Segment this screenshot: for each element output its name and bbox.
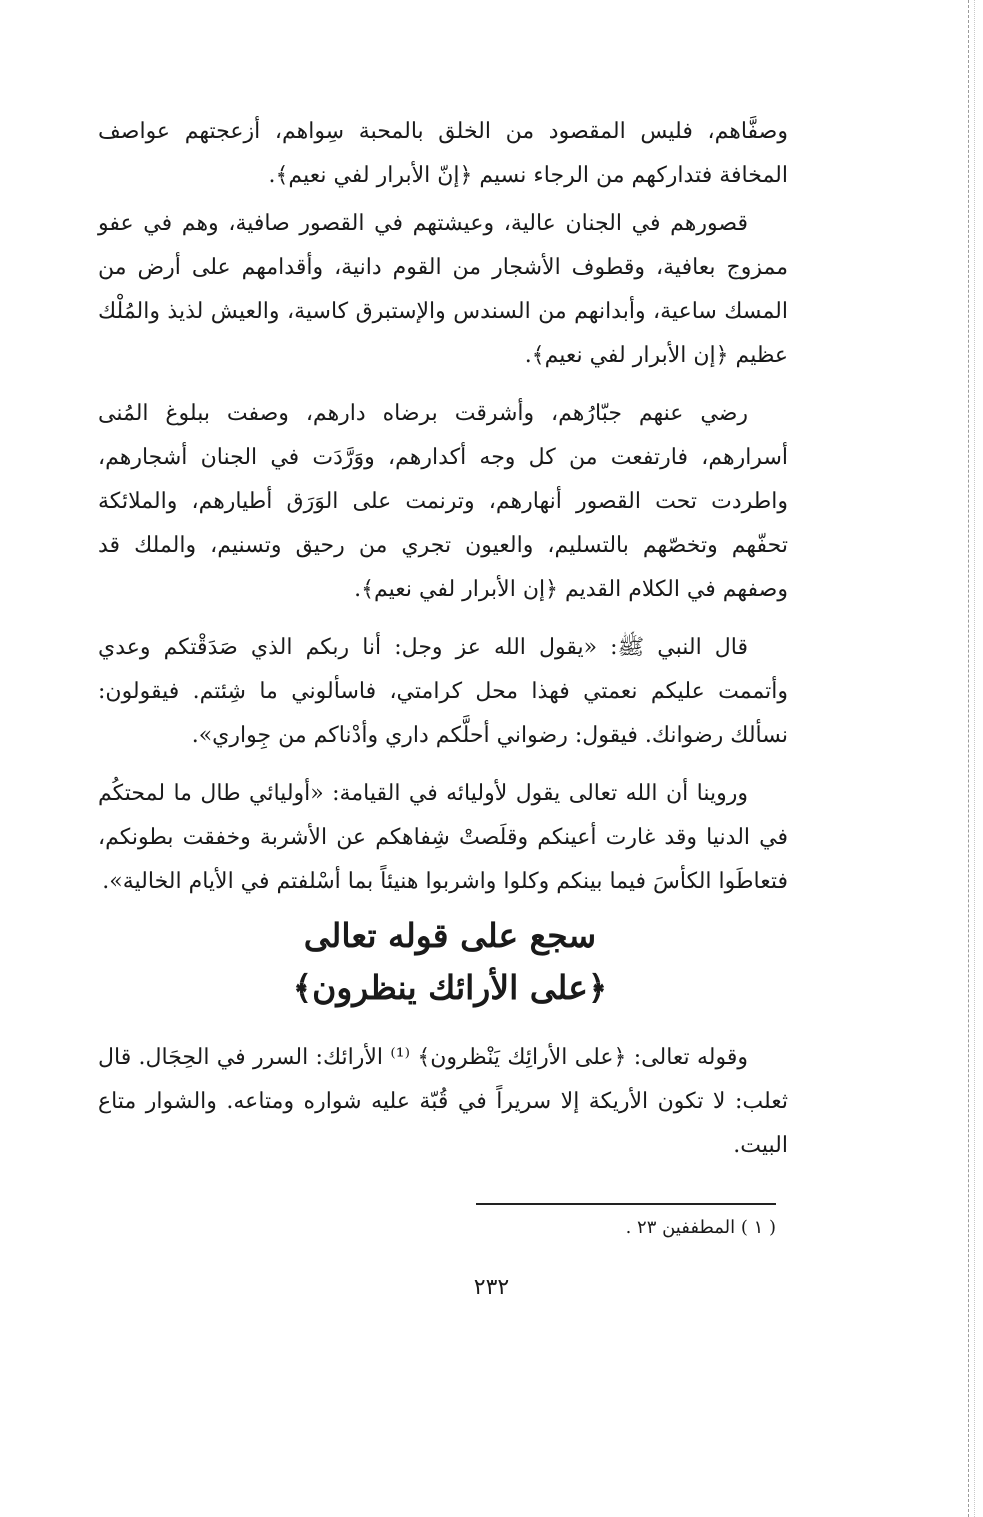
footnote: ( ١ ) المطففين ٢٣ . [625, 1217, 776, 1238]
paragraph-3: رضي عنهم جبّارُهم، وأشرقت برضاه دارهم، وصفت ببلوغ المُنى أسرارهم، فارتفعت من كل وجه أكدارهم، ووَرَّدَت في الجنان أشجارهم، واطردت تحت القصور أنهارهم، وترنمت على الوَرَق أطيارهم، والملائكة تحفّهم وتخصّهم بالتسليم، والعيون تجري من رحيق وتسنيم، والملك قد وصفهم في الكلام القديم ﴿إن الأبرار لفي نعيم﴾. [98, 401, 788, 602]
paragraph-1: وصفَّاهم، فليس المقصود من الخلق بالمحبة سِواهم، أزعجتهم عواصف المخافة فتداركهم من الرجاء نسيم ﴿إنّ الأبرار لفي نعيم﴾. [98, 119, 788, 188]
section-heading [180, 910, 720, 1014]
heading-line-2: ﴿على الأرائك ينظرون﴾ [292, 968, 608, 1007]
paragraph-4: قال النبي ﷺ: «يقول الله عز وجل: أنا ربكم الذي صَدَقْتكم وعدي وأتممت عليكم نعمتي فهذا محل كرامتي، فاسألوني ما شِئتم. فيقولون: نسألك رضوانك. فيقول: رضواني أحلَّكم داري وأدْناكم من جِواري». [98, 635, 788, 748]
closing-paragraph: وقوله تعالى: ﴿على الأرائِك يَنْظرون﴾ ⁽¹⁾ الأرائك: السرر في الحِجَال. قال ثعلب: لا تكون الأريكة إلا سريراً في قُبّة عليه شواره ومتاعه. والشوار متاع البيت. [98, 1045, 788, 1158]
heading-line-1: سجع على قوله تعالى [303, 916, 597, 955]
paragraph-5: وروينا أن الله تعالى يقول لأوليائه في القيامة: «أوليائي طال ما لمحتكُم في الدنيا وقد غارت أعينكم وقلَصتْ شِفاهكم عن الأشربة وخفقت بطونكم، فتعاطَوا الكأسَ فيما بينكم وكلوا واشربوا هنيئاً بما أسْلفتم في الأيام الخالية». [98, 781, 788, 894]
paragraph-2: قصورهم في الجنان عالية، وعيشتهم في القصور صافية، وهم في عفو ممزوج بعافية، وقطوف الأشجار من القوم دانية، وأقدامهم على أرض من المسك ساعية، وأبدانهم من السندس والإستبرق كاسية، والعيش لذيذ والمُلْك عظيم ﴿إن الأبرار لفي نعيم﴾. [98, 211, 788, 368]
body-text-upper [98, 110, 788, 904]
body-text-lower [98, 1036, 788, 1168]
footnote-separator [476, 1203, 776, 1205]
page-number: ٢٣٢ [473, 1275, 510, 1300]
